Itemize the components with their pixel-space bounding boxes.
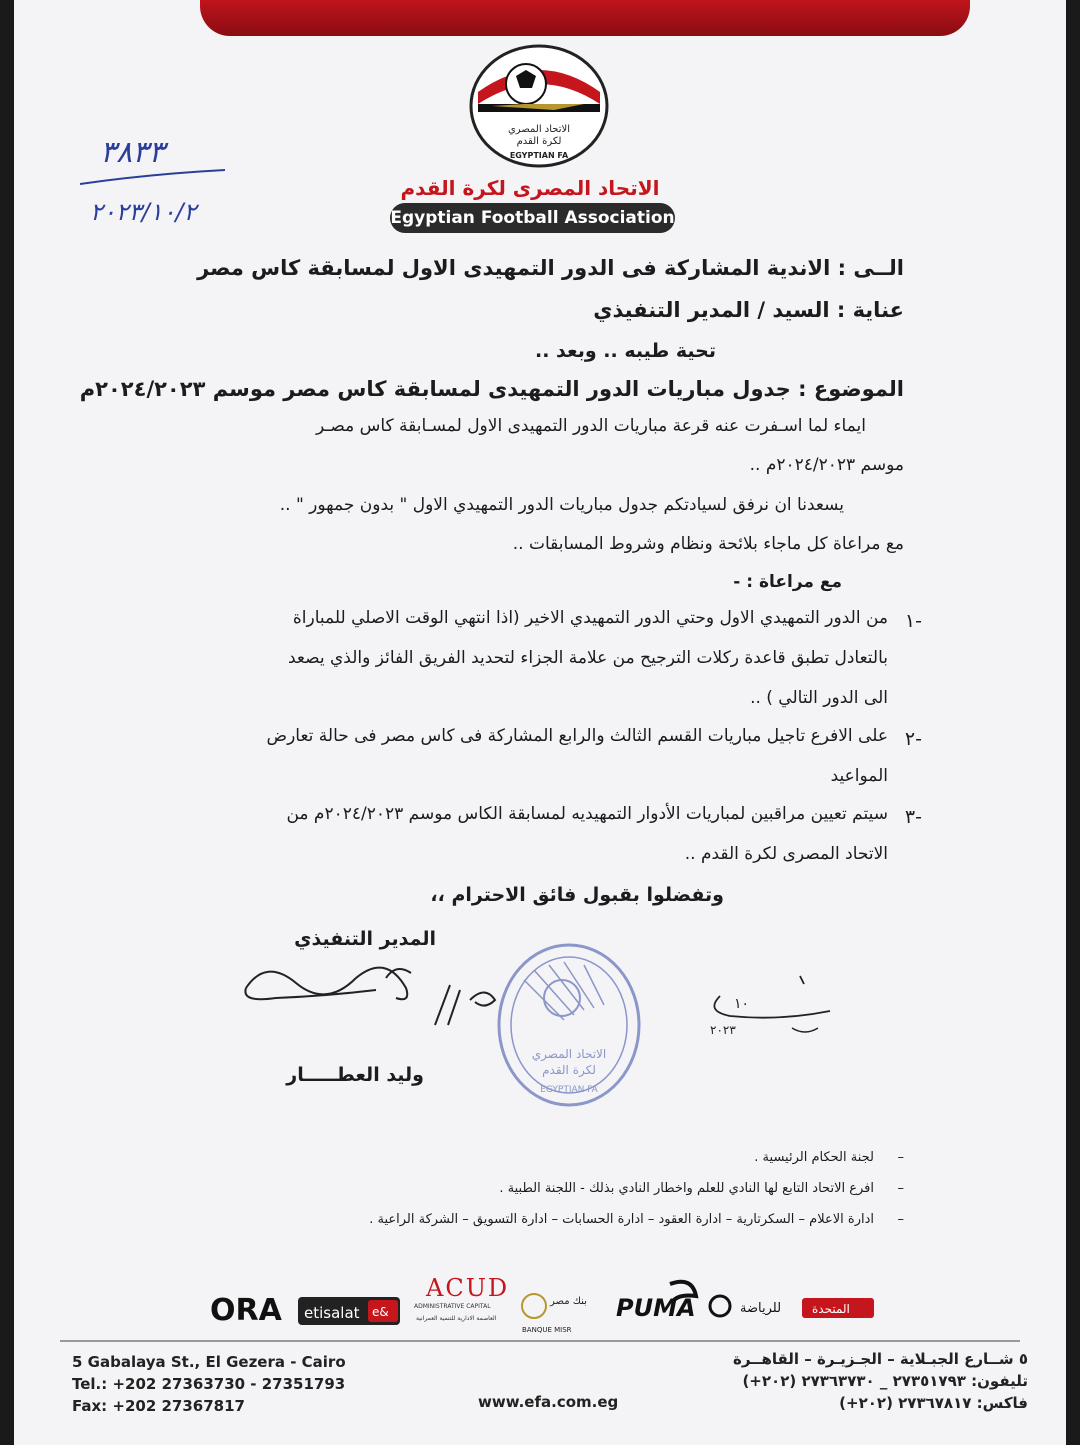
svg-text:بنك مصر: بنك مصر xyxy=(550,1296,587,1307)
crest-ar-text: الاتحاد المصري xyxy=(507,124,571,135)
footer-tel-en: Tel.: +202 27363730 - 27351793 xyxy=(72,1375,346,1393)
handwritten-ref-date: ٢٠٢٣/١٠/٢ xyxy=(90,198,197,226)
item-1-line-1: من الدور التمهيدي الاول وحتي الدور التمهيدي الاخير (اذا انتهي الوقت الاصلي للمباراة xyxy=(292,608,888,628)
letterhead-red-band xyxy=(200,0,970,36)
footer-address-ar: ٥ شــارع الجبـلاية – الجـزيـرة – القاهــرة xyxy=(733,1350,1028,1368)
banque-misr-logo xyxy=(522,1294,587,1334)
svg-text:etisalat: etisalat xyxy=(304,1304,360,1322)
svg-text:لكرة القدم: لكرة القدم xyxy=(516,136,562,147)
cc-item-3: ادارة الاعلام – السكرتارية – ادارة العقود – ادارة الحسابات – ادارة التسويق – الشركة الراعية . xyxy=(369,1212,874,1227)
handwritten-annotation xyxy=(700,966,840,1046)
puma-logo xyxy=(616,1282,696,1322)
svg-text:لكرة القدم: لكرة القدم xyxy=(542,1063,596,1077)
cc-dash-2: – xyxy=(897,1181,904,1196)
svg-text:٢٠٢٣: ٢٠٢٣ xyxy=(710,1023,736,1037)
orange-logo xyxy=(210,1293,283,1328)
to-line: الــى : الاندية المشاركة فى الدور التمهيدى الاول لمسابقة كاس مصر xyxy=(197,256,904,280)
svg-text:العاصمة الادارية للتنمية العمر: العاصمة الادارية للتنمية العمرانية xyxy=(416,1315,497,1322)
footer-address-en: 5 Gabalaya St., El Gezera - Cairo xyxy=(72,1353,346,1371)
closing-line: وتفضلوا بقبول فائق الاحترام ،، xyxy=(430,884,724,906)
cc-item-2: افرع الاتحاد التابع لها النادي للعلم واخطار النادي بذلك - اللجنة الطبية . xyxy=(499,1181,874,1196)
org-name-ar: الاتحاد المصرى لكرة القدم xyxy=(400,176,660,200)
org-name-en: Egyptian Football Association xyxy=(390,203,675,233)
item-3-line-1: سيتم تعيين مراقبين لمباريات الأدوار التمهيديه لمسابقة الكاس موسم ٢٠٢٤/٢٠٢٣م من xyxy=(286,804,888,824)
item-1-line-2: بالتعادل تطبق قاعدة ركلات الترجيح من علامة الجزاء لتحديد الفريق الفائز والذي يصعد xyxy=(287,648,888,668)
svg-text:الاتحاد المصري: الاتحاد المصري xyxy=(531,1047,607,1061)
body-paragraph-1b: موسم ٢٠٢٤/٢٠٢٣م .. xyxy=(749,455,904,475)
footer-tel-ar: تليفون: ٢٧٣٥١٧٩٣ _ ٢٧٣٦٣٧٣٠ (٢٠٢+) xyxy=(742,1372,1028,1390)
efa-crest-logo xyxy=(464,44,614,174)
svg-text:BANQUE MISR: BANQUE MISR xyxy=(522,1326,572,1334)
body-paragraph-2a: يسعدنا ان نرفق لسيادتكم جدول مباريات الدور التمهيدي الاول " بدون جمهور " .. xyxy=(279,495,844,515)
footer-fax-en: Fax: +202 27367817 xyxy=(72,1397,245,1415)
signatory-name: وليد العطـــــار xyxy=(286,1064,424,1086)
svg-text:e&: e& xyxy=(372,1305,389,1319)
subject-line: الموضوع : جدول مباريات الدور التمهيدى لمسابقة كاس مصر موسم ٢٠٢٤/٢٠٢٣م xyxy=(79,377,904,401)
sponsor-logos xyxy=(200,1270,900,1350)
svg-text:PUMA: PUMA xyxy=(616,1294,696,1322)
item-2-line-1: على الافرع تاجيل مباريات القسم الثالث والرابع المشاركة فى كاس مصر فى حالة تعارض xyxy=(266,726,888,746)
etisalat-logo xyxy=(298,1297,400,1325)
svg-text:للرياضة: للرياضة xyxy=(740,1301,782,1316)
svg-text:المتحدة: المتحدة xyxy=(812,1302,850,1316)
official-stamp xyxy=(494,940,644,1110)
body-paragraph-1a: ايماء لما اسـفرت عنه قرعة مباريات الدور التمهيدى الاول لمسـابقة كاس مصـر xyxy=(315,416,866,436)
body-paragraph-2b: مع مراعاة كل ماجاء بلائحة ونظام وشروط المسابقات .. xyxy=(512,534,904,554)
crest-en-text: EGYPTIAN FA xyxy=(509,151,569,160)
svg-text:ADMINISTRATIVE CAPITAL: ADMINISTRATIVE CAPITAL xyxy=(414,1303,491,1310)
svg-text:ACUD: ACUD xyxy=(426,1274,510,1302)
greeting: تحية طيبه .. وبعد .. xyxy=(534,340,716,362)
orange-text: ORA xyxy=(210,1293,282,1328)
acud-logo xyxy=(414,1274,509,1322)
signatory-title: المدير التنفيذي xyxy=(294,928,436,950)
svg-text:١٠: ١٠ xyxy=(734,996,750,1012)
cc-dash-3: – xyxy=(897,1212,904,1227)
item-2-line-2: المواعيد xyxy=(830,766,888,786)
footer-fax-ar: فاكس: ٢٧٣٦٧٨١٧ (٢٠٢+) xyxy=(839,1394,1028,1412)
item-1-line-3: الى الدور التالي ) .. xyxy=(750,688,888,708)
handwritten-reference xyxy=(80,122,230,232)
item-3-line-2: الاتحاد المصرى لكرة القدم .. xyxy=(684,844,888,864)
footer-divider xyxy=(60,1340,1020,1342)
item-3-number: ٣- xyxy=(904,806,922,828)
handwritten-ref-number: ٣٨٣٣ xyxy=(100,135,165,170)
attention-line: عناية : السيد / المدير التنفيذي xyxy=(593,298,904,322)
svg-text:EGYPTIAN FA: EGYPTIAN FA xyxy=(540,1085,598,1095)
item-1-number: ١- xyxy=(904,610,922,632)
cc-dash-1: – xyxy=(897,1150,904,1165)
united-sports-logo xyxy=(710,1296,874,1318)
note-heading: مع مراعاة : - xyxy=(733,572,842,592)
footer-website[interactable]: www.efa.com.eg xyxy=(478,1393,619,1411)
cc-item-1: لجنة الحكام الرئيسية . xyxy=(754,1150,874,1165)
item-2-number: ٢- xyxy=(904,728,922,750)
